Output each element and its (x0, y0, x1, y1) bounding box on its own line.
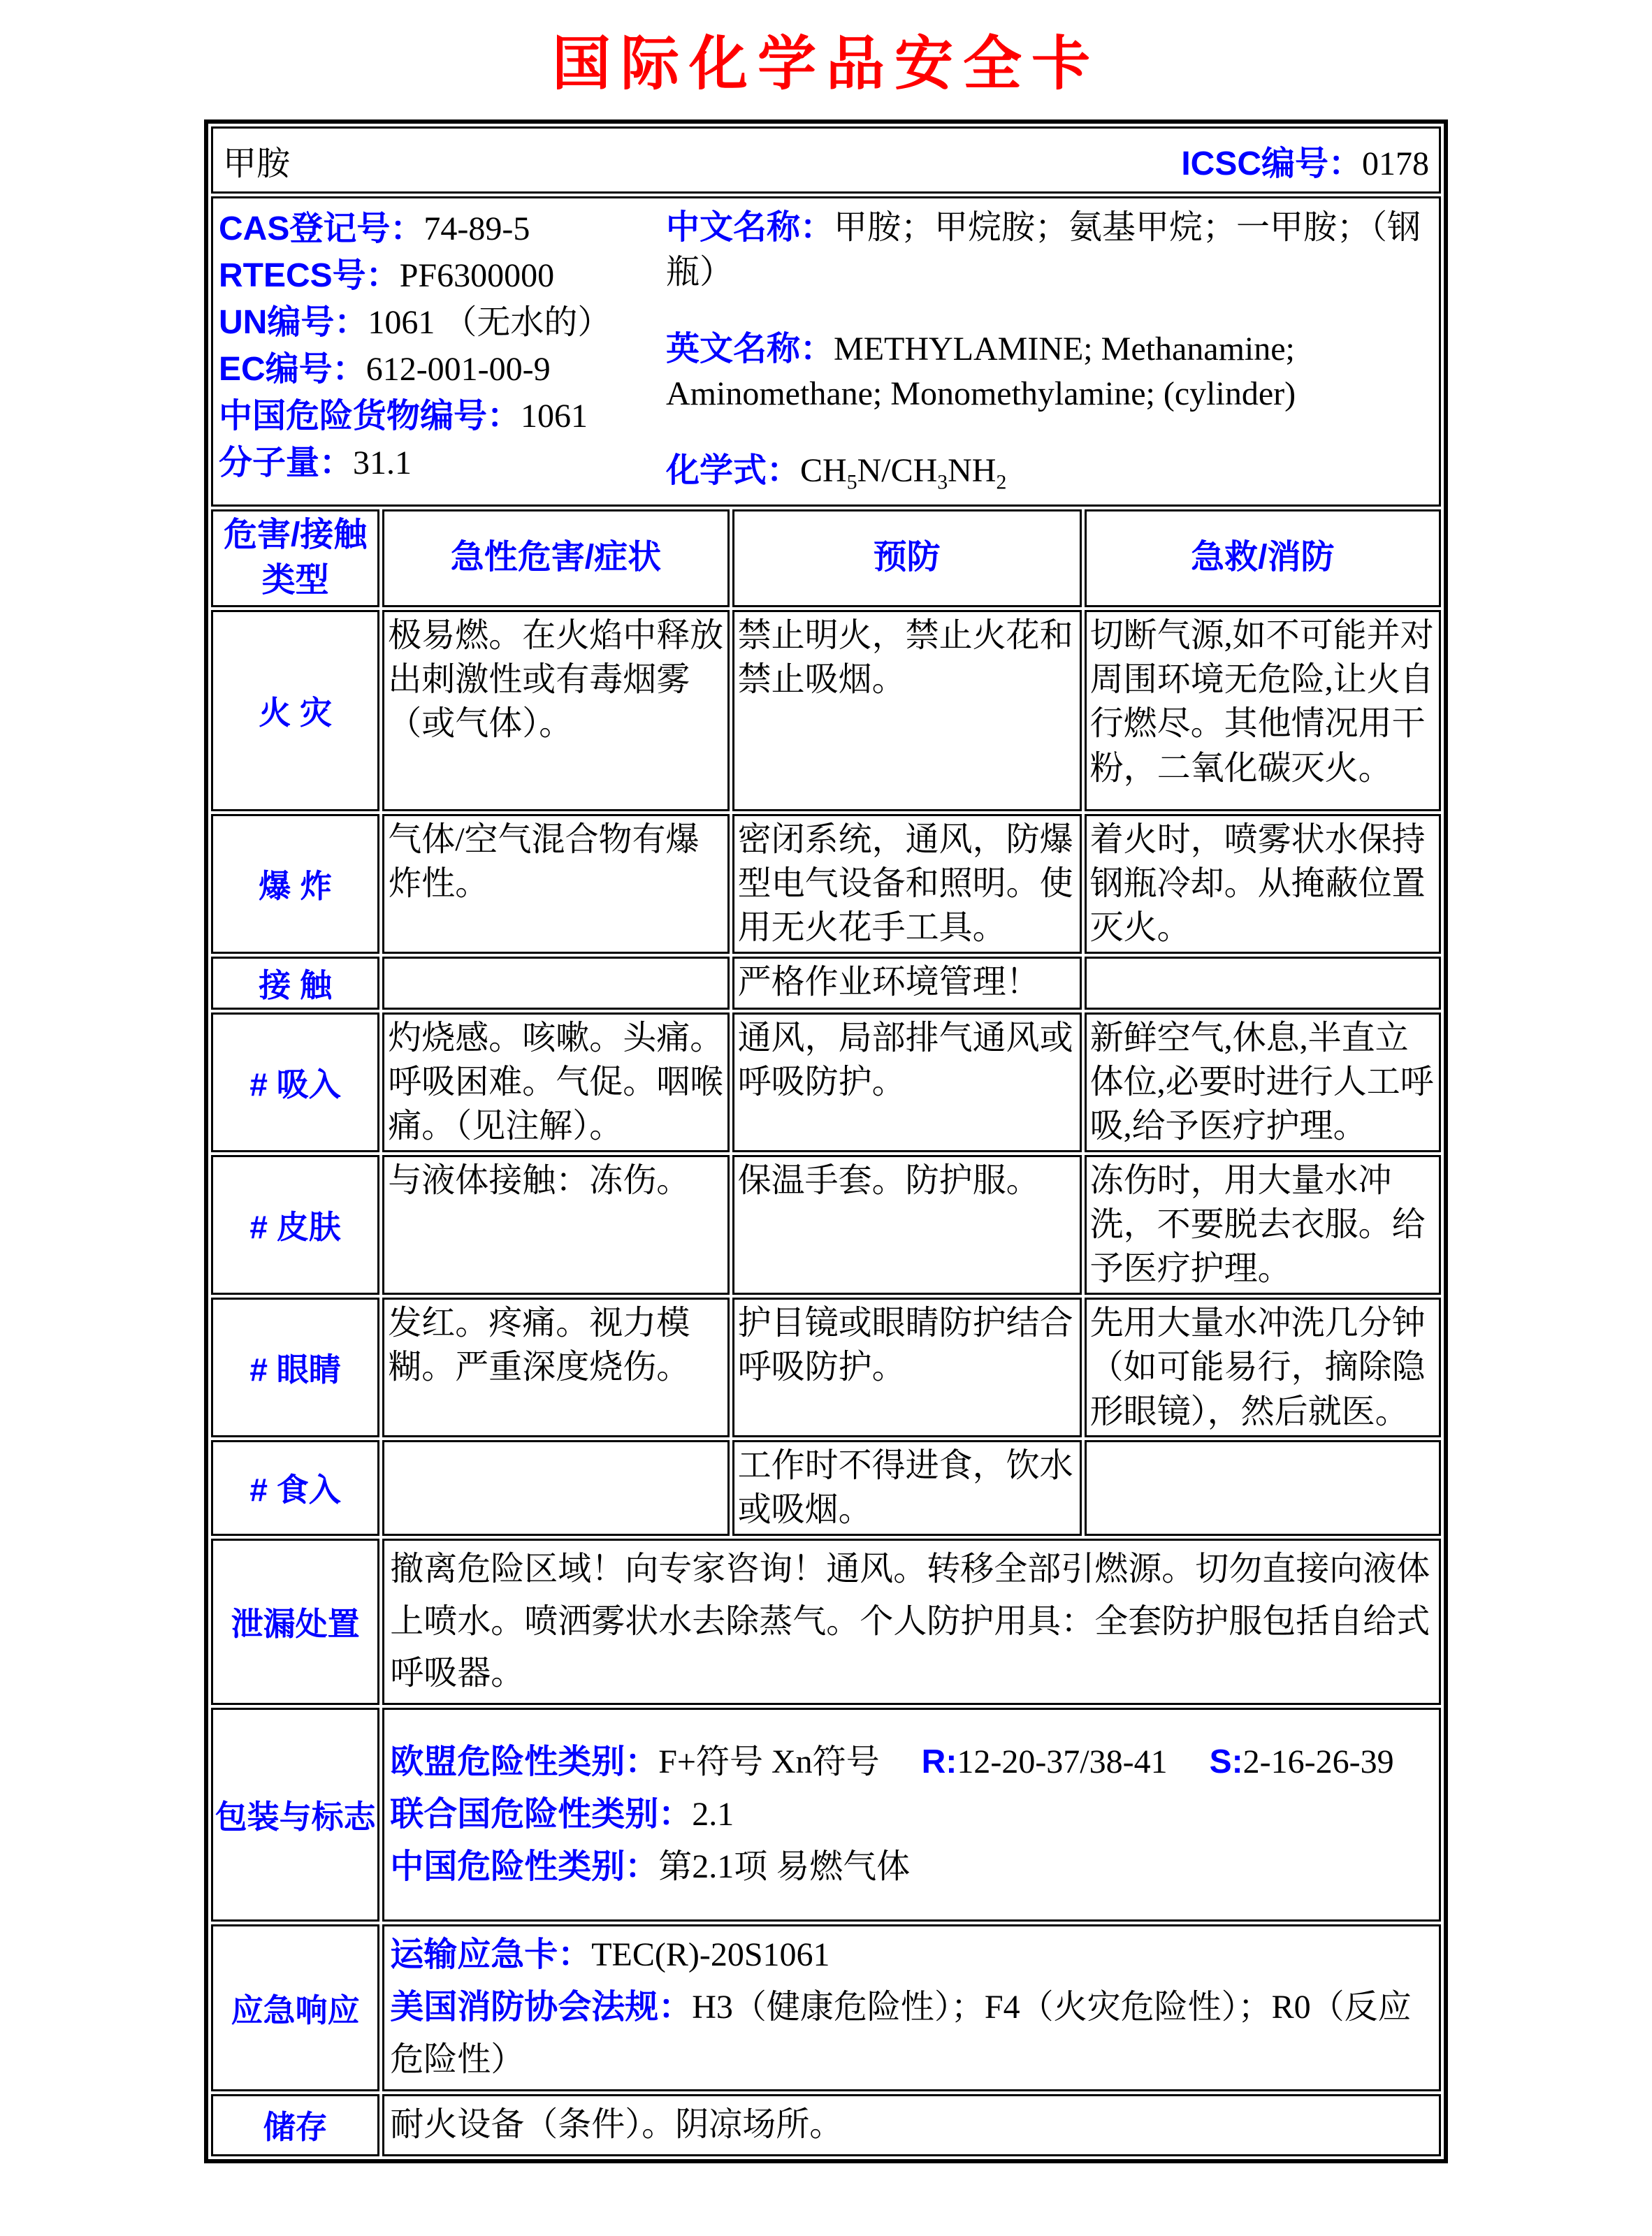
column-header-prevention: 预防 (732, 509, 1082, 607)
china-hazard-class-line (390, 1841, 1433, 1894)
china-dg-number-label: 中国危险货物编号： (219, 398, 521, 435)
r-phrases-value: 12-20-37/38-41 (957, 1743, 1168, 1780)
explosion-row (211, 814, 1441, 954)
contact-row (211, 957, 1441, 1010)
chinese-name-value: 甲胺；甲烷胺；氨基甲烷；一甲胺；（钢瓶） (666, 209, 1421, 291)
inhalation-response-cell: 新鲜空气,休息,半直立体位,必要时进行人工呼吸,给予医疗护理。 (1085, 1012, 1441, 1152)
chinese-name-label: 中文名称： (666, 209, 834, 246)
nfpa-code-line (390, 1982, 1433, 2086)
explosion-symptoms-cell: 气体/空气混合物有爆炸性。 (382, 814, 729, 954)
molecular-weight-label: 分子量： (219, 444, 354, 481)
chemical-formula-label: 化学式： (666, 452, 801, 489)
transport-emergency-card-line (390, 1929, 1433, 1982)
fire-prevention-cell: 禁止明火，禁止火花和禁止吸烟。 (732, 610, 1082, 811)
inhalation-prevention-cell: 通风，局部排气通风或呼吸防护。 (732, 1012, 1082, 1152)
ingestion-symptoms-cell (382, 1440, 729, 1536)
emergency-row-label: 应急响应 (211, 1924, 379, 2091)
eu-hazard-class-value: F+符号 Xn符号 (658, 1743, 880, 1780)
fire-row (211, 610, 1441, 811)
molecular-weight-value: 31.1 (353, 444, 412, 481)
s-phrases-value: 2-16-26-39 (1242, 1743, 1394, 1780)
emergency-text-cell (382, 1924, 1441, 2091)
skin-response-cell: 冻伤时，用大量水冲洗，不要脱去衣服。给予医疗护理。 (1085, 1155, 1441, 1295)
emergency-row (211, 1924, 1441, 2091)
skin-symptoms-cell: 与液体接触：冻伤。 (382, 1155, 729, 1295)
eyes-prevention-cell: 护目镜或眼睛防护结合呼吸防护。 (732, 1298, 1082, 1437)
fire-symptoms-cell: 极易燃。在火焰中释放出刺激性或有毒烟雾（或气体）。 (382, 610, 729, 811)
safety-card (204, 119, 1448, 2163)
icsc-number (1181, 136, 1429, 184)
substance-header-row (211, 126, 1441, 194)
page-title: 国际化学品安全卡 (551, 32, 1100, 97)
substance-name: 甲胺 (223, 145, 291, 182)
english-name-label: 英文名称： (666, 331, 834, 368)
nfpa-code-value: H3（健康危险性）；F4（火灾危险性）；R0（反应危险性） (390, 1989, 1412, 2078)
fire-row-label: 火 灾 (211, 610, 379, 811)
s-phrases-label: S: (1209, 1743, 1243, 1780)
rtecs-number-label: RTECS号： (219, 257, 400, 294)
inhalation-symptoms-cell: 灼烧感。咳嗽。头痛。呼吸困难。气促。咽喉痛。（见注解）。 (382, 1012, 729, 1152)
contact-symptoms-cell (382, 957, 729, 1010)
spillage-text-cell: 撤离危险区域！向专家咨询！通风。转移全部引燃源。切勿直接向液体上喷水。喷洒雾状水去除蒸气。个人防护用具：全套防护服包括自给式呼吸器。 (382, 1539, 1441, 1706)
identifiers-row (211, 196, 1441, 507)
rtecs-number-value: PF6300000 (399, 257, 555, 294)
ingestion-row-label: # 食入 (211, 1440, 379, 1536)
chinese-name (666, 205, 1430, 295)
un-hazard-class-line (390, 1789, 1433, 1841)
transport-emergency-card-value: TEC(R)-20S1061 (591, 1936, 830, 1974)
skin-row-label: # 皮肤 (211, 1155, 379, 1295)
fire-response-cell: 切断气源,如不可能并对周围环境无危险,让火自行燃尽。其他情况用干粉，二氧化碳灭火。 (1085, 610, 1441, 811)
hazard-header-row (211, 509, 1441, 607)
un-hazard-class-value: 2.1 (692, 1795, 734, 1833)
explosion-prevention-cell: 密闭系统，通风，防爆型电气设备和照明。使用无火花手工具。 (732, 814, 1082, 954)
eyes-response-cell: 先用大量水冲洗几分钟（如可能易行，摘除隐形眼镜），然后就医。 (1085, 1298, 1441, 1437)
ingestion-response-cell (1085, 1440, 1441, 1536)
un-number-label: UN编号： (219, 304, 368, 341)
packaging-row (211, 1708, 1441, 1922)
explosion-row-label: 爆 炸 (211, 814, 379, 954)
ec-number (219, 346, 666, 393)
identifiers-cell (211, 196, 1441, 507)
spillage-row (211, 1539, 1441, 1706)
contact-prevention-cell: 严格作业环境管理！ (732, 957, 1082, 1010)
ec-number-value: 612-001-00-9 (365, 351, 551, 388)
icsc-number-label: ICSC编号： (1181, 145, 1362, 182)
chemical-formula-value: $CH_5N/CH_3NH_2$ (800, 452, 1007, 494)
ingestion-row (211, 1440, 1441, 1536)
transport-emergency-card-label: 运输应急卡： (390, 1936, 592, 1974)
storage-text-cell: 耐火设备（条件）。阴凉场所。 (382, 2094, 1441, 2156)
skin-row (211, 1155, 1441, 1295)
packaging-text-cell (382, 1708, 1441, 1922)
explosion-response-cell: 着火时，喷雾状水保持钢瓶冷却。从掩蔽位置灭火。 (1085, 814, 1441, 954)
eu-hazard-class-label: 欧盟危险性类别： (390, 1743, 659, 1780)
un-number-value: 1061 （无水的） (368, 304, 611, 341)
cas-number-value: 74-89-5 (423, 210, 530, 247)
icsc-number-value: 0178 (1362, 145, 1429, 182)
storage-row-label: 储存 (211, 2094, 379, 2156)
spillage-row-label: 泄漏处置 (211, 1539, 379, 1706)
cas-number-label: CAS登记号： (219, 210, 424, 247)
name-list (666, 205, 1433, 493)
nfpa-code-label: 美国消防协会法规： (390, 1989, 693, 2026)
identifier-list (219, 205, 666, 486)
packaging-row-label: 包装与标志 (211, 1708, 379, 1922)
ingestion-prevention-cell: 工作时不得进食，饮水或吸烟。 (732, 1440, 1082, 1536)
ec-number-label: EC编号： (219, 351, 366, 388)
eu-hazard-class-line (390, 1736, 1433, 1789)
chemical-formula (666, 449, 1430, 493)
inhalation-row (211, 1012, 1441, 1152)
china-hazard-class-value: 第2.1项 易燃气体 (658, 1847, 911, 1885)
column-header-hazard-type: 危害/接触类型 (211, 509, 379, 607)
china-hazard-class-label: 中国危险性类别： (390, 1847, 659, 1885)
skin-prevention-cell: 保温手套。防护服。 (732, 1155, 1082, 1295)
eyes-row-label: # 眼睛 (211, 1298, 379, 1437)
contact-row-label: 接 触 (211, 957, 379, 1010)
inhalation-row-label: # 吸入 (211, 1012, 379, 1152)
column-header-first-aid: 急救/消防 (1085, 509, 1441, 607)
un-hazard-class-label: 联合国危险性类别： (390, 1795, 693, 1833)
storage-row (211, 2094, 1441, 2156)
rtecs-number (219, 252, 666, 299)
eyes-symptoms-cell: 发红。疼痛。视力模糊。严重深度烧伤。 (382, 1298, 729, 1437)
eyes-row (211, 1298, 1441, 1437)
molecular-weight (219, 440, 666, 486)
china-dg-number (219, 393, 666, 440)
china-dg-number-value: 1061 (521, 398, 588, 435)
substance-header-cell (211, 126, 1441, 194)
contact-response-cell (1085, 957, 1441, 1010)
english-name (666, 327, 1430, 416)
column-header-symptoms: 急性危害/症状 (382, 509, 729, 607)
un-number (219, 299, 666, 346)
r-phrases-label: R: (921, 1743, 957, 1780)
cas-number (219, 205, 666, 252)
english-name-value: METHYLAMINE; Methanamine; Aminomethane; Monomethylamine; (cylinder) (666, 331, 1296, 412)
